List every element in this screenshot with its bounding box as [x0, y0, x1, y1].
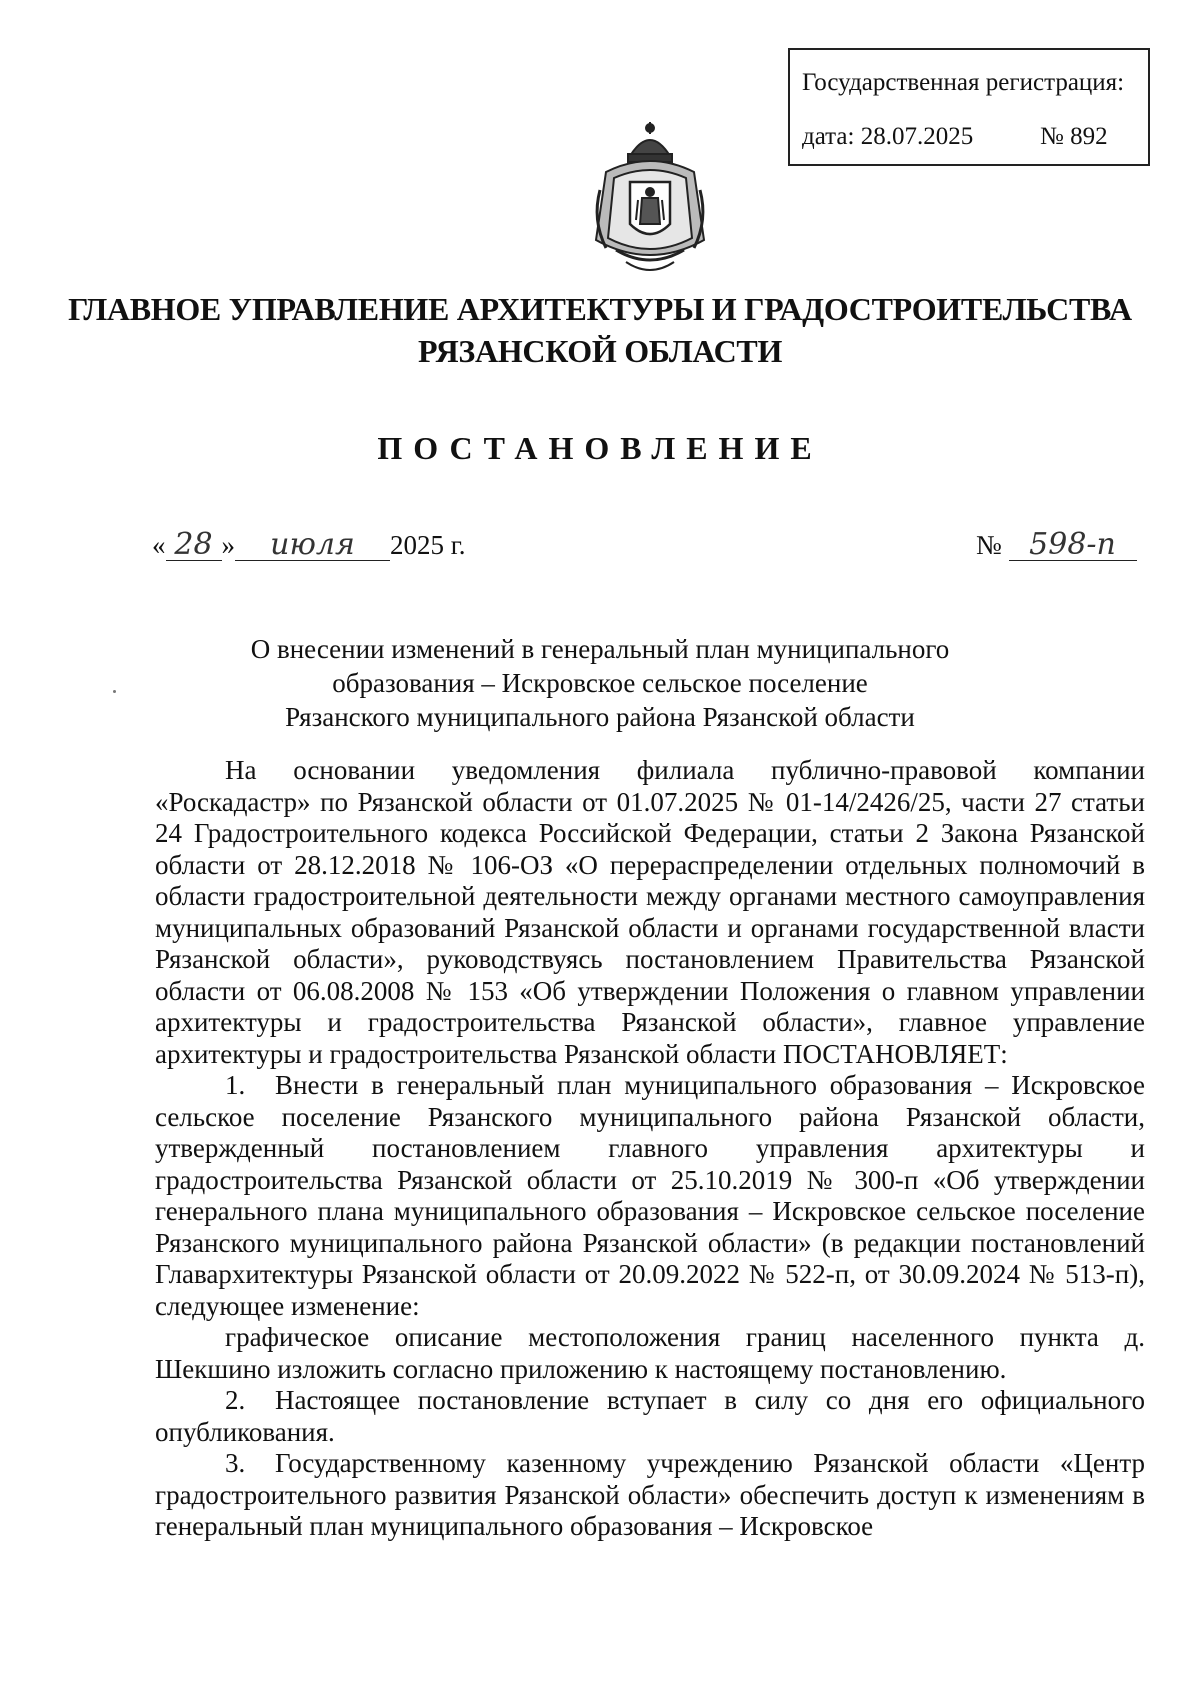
item-1-detail: графическое описание местоположения границ населенного пункта д. Шекшино изложить согласно приложению к настоящему постановлению.: [155, 1322, 1145, 1384]
coat-of-arms-icon: [586, 120, 714, 282]
item-number: 3.: [225, 1448, 246, 1478]
date-day: 28: [166, 530, 222, 561]
item-2: [155, 1385, 1145, 1448]
date-year: 2025 г.: [390, 530, 466, 560]
item-text: Внести в генеральный план муниципального образования – Искровское сельское поселение Рязанского муниципального района Рязанской области, утвержденный постановлением главного управления архитектуры и градостроительства Рязанской области от 25.10.2019 № 300-п «Об утверждении генерального плана муниципального образования – Искровское сельское поселение Рязанского муниципального района Рязанской области» (в редакции постановлений Главархитектуры Рязанской области от 20.09.2022 № 522-п, от 30.09.2024 № 513-п), следующее изменение:: [155, 1070, 1145, 1321]
subject-line3: Рязанского муниципального района Рязанской области: [285, 702, 915, 732]
date-month: июля: [235, 530, 390, 561]
agency-name-line1: ГЛАВНОЕ УПРАВЛЕНИЕ АРХИТЕКТУРЫ И ГРАДОСТРОИТЕЛЬСТВА: [68, 291, 1132, 327]
preamble-paragraph: На основании уведомления филиала публично-правовой компании «Роскадастр» по Рязанской области от 01.07.2025 № 01-14/2426/25, части 27 статьи 24 Градостроительного кодекса Российской Федерации, статьи 2 Закона Рязанской области от 28.12.2018 № 106-ОЗ «О перераспределении отдельных полномочий в области градостроительной деятельности между органами местного самоуправления муниципальных образований Рязанской области и органами государственной власти Рязанской области», руководствуясь постановлением Правительства Рязанской области от 06.08.2008 № 153 «Об утверждении Положения о главном управлении архитектуры и градостроительства Рязанской области», главное управление архитектуры и градостроительства Рязанской области ПОСТАНОВЛЯЕТ:: [155, 755, 1145, 1069]
registration-date: дата: 28.07.2025: [802, 123, 974, 150]
document-body: [155, 755, 1145, 1543]
document-type: ПОСТАНОВЛЕНИЕ: [377, 430, 823, 466]
item-1: [155, 1070, 1145, 1322]
agency-name: [60, 288, 1140, 372]
item-number: 1.: [225, 1070, 246, 1100]
registration-title: Государственная регистрация:: [802, 69, 1125, 96]
number-label: №: [976, 530, 1002, 560]
item-number: 2.: [225, 1385, 246, 1415]
date-close-quote: »: [221, 530, 235, 560]
date-open-quote: «: [152, 530, 166, 560]
scan-speck: [113, 690, 116, 693]
item-3: [155, 1448, 1145, 1543]
registration-stamp: [788, 48, 1150, 166]
document-subject: [200, 632, 1000, 734]
item-text: Государственному казенному учреждению Рязанской области «Центр градостроительного развития Рязанской области» обеспечить доступ к изменениям в генеральный план муниципального образования – Искровское: [155, 1448, 1145, 1541]
subject-line1: О внесении изменений в генеральный план муниципального: [250, 634, 950, 664]
registration-number: № 892: [1040, 123, 1108, 150]
agency-name-line2: РЯЗАНСКОЙ ОБЛАСТИ: [417, 333, 783, 369]
document-number: [976, 527, 1137, 562]
subject-line2: образования – Искровское сельское поселение: [332, 668, 868, 698]
item-text: Настоящее постановление вступает в силу со дня его официального опубликования.: [155, 1385, 1145, 1447]
document-date: [152, 527, 466, 562]
number-value: 598-п: [1009, 530, 1137, 561]
